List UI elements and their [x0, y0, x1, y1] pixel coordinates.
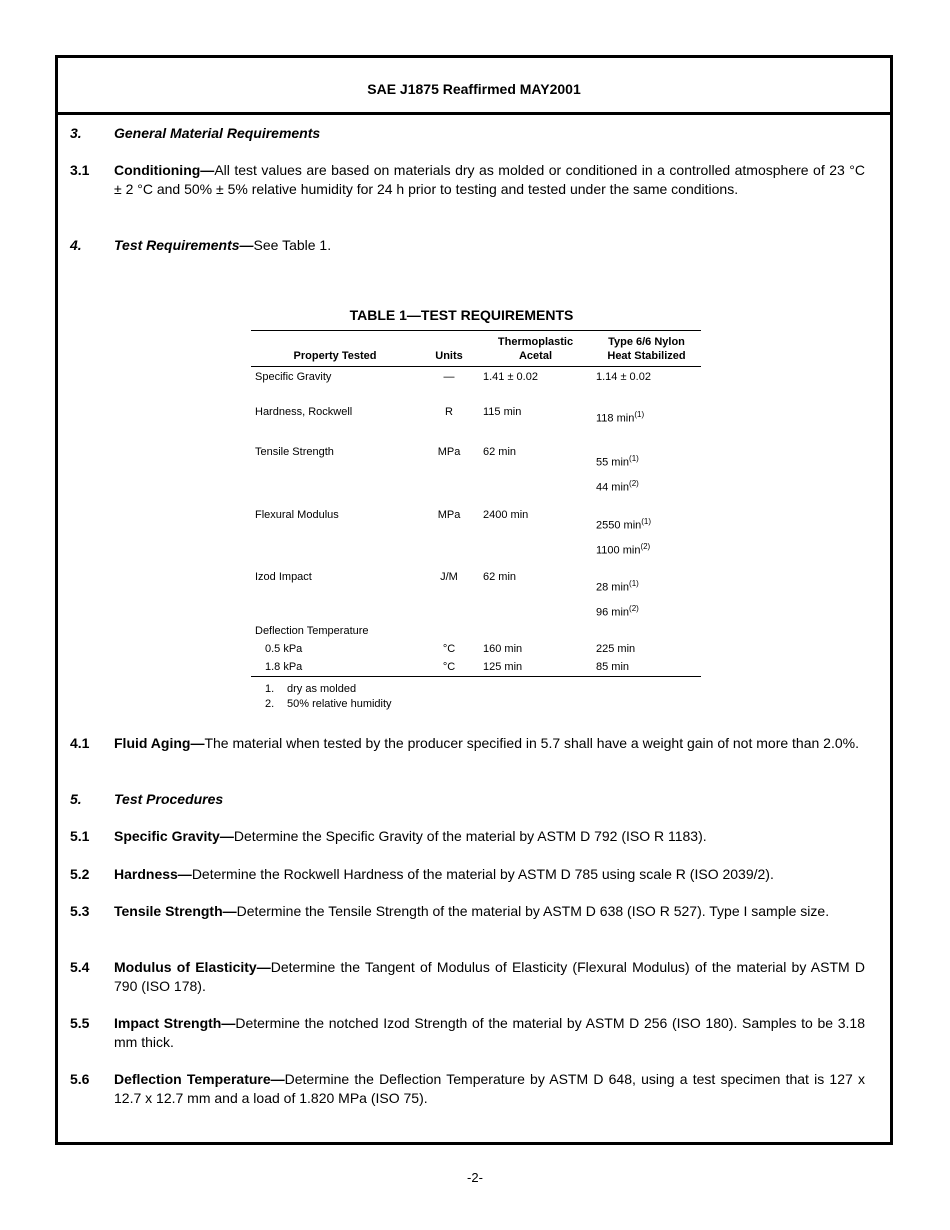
section-body: See Table 1. [253, 237, 332, 253]
footnote: 2. 50% relative humidity [265, 698, 392, 710]
table-row: Deflection Temperature [255, 624, 369, 637]
section-number: 4.1 [70, 735, 90, 751]
header-acetal: Thermoplastic Acetal [497, 336, 574, 362]
header-nylon: Type 6/6 Nylon Heat Stabilized [607, 336, 686, 362]
section-number: 3.1 [70, 162, 90, 178]
section-body: The material when tested by the producer specified in 5.7 shall have a weight gain of not more than 2.0%. [204, 735, 859, 751]
section-5 [70, 790, 865, 809]
section-5-5 [70, 1014, 865, 1052]
section-4-1 [70, 734, 865, 753]
section-title: Tensile Strength— [114, 903, 237, 919]
section-number: 5.6 [70, 1071, 90, 1087]
section-3 [70, 124, 865, 143]
table-row: Specific Gravity — 1.41 ± 0.02 1.14 ± 0.02 [255, 371, 651, 383]
section-number: 5.1 [70, 828, 90, 844]
table-header-row [251, 331, 701, 367]
section-number: 5.5 [70, 1015, 90, 1031]
table-row: Tensile Strength MPa 62 min 55 $\min^{(1)}$ 44 $\min^{(2)}$ [255, 445, 639, 494]
section-title: Conditioning— [114, 162, 215, 178]
section-title: Fluid Aging— [114, 735, 205, 751]
test-requirements-table [251, 330, 701, 677]
header-property: Property Tested [293, 350, 377, 362]
header-units: Units [435, 350, 463, 362]
section-5-3 [70, 902, 865, 921]
table-row: 1.8 kPa °C 125 min 85 min [251, 660, 701, 677]
table-row: Hardness, Rockwell R 115 min 118 $\min^{(1)}$ [255, 405, 645, 425]
section-number: 3. [70, 125, 82, 141]
section-title: Impact Strength— [114, 1015, 236, 1031]
section-body: Determine the Specific Gravity of the material by ASTM D 792 (ISO R 1183). [233, 828, 707, 844]
section-number: 5.3 [70, 903, 90, 919]
page-number: -2- [467, 1170, 483, 1185]
section-5-4 [70, 958, 865, 996]
section-title: Hardness— [114, 866, 192, 882]
section-5-6 [70, 1070, 865, 1108]
section-title: Test Procedures [114, 791, 224, 807]
section-number: 4. [70, 237, 82, 253]
section-body: All test values are based on materials dry as molded or conditioned in a controlled atmosphere of 23 °C ± 2 °C and 50% ± 5% relative humidity for 24 h prior to testing and tested under the same conditions. [114, 162, 865, 197]
table-footnotes [265, 682, 392, 712]
section-body: Determine the notched Izod Strength of the material by ASTM D 256 (ISO 180). Samples to be 3.18 mm thick. [114, 1015, 865, 1050]
section-number: 5. [70, 791, 82, 807]
section-3-1 [70, 161, 865, 199]
section-body: Determine the Tangent of Modulus of Elasticity (Flexural Modulus) of the material by ASTM D 790 (ISO 178). [114, 959, 866, 994]
section-title: Deflection Temperature— [114, 1071, 285, 1087]
table-title: TABLE 1—TEST REQUIREMENTS [349, 307, 574, 323]
section-title: General Material Requirements [114, 125, 321, 141]
table-row: 0.5 kPa °C 160 min 225 min [265, 642, 636, 655]
document-header: SAE J1875 Reaffirmed MAY2001 [58, 58, 890, 115]
section-body: Determine the Tensile Strength of the material by ASTM D 638 (ISO R 527). Type I sample size. [236, 903, 830, 919]
section-title: Modulus of Elasticity— [114, 959, 271, 975]
section-number: 5.4 [70, 959, 90, 975]
section-body: Determine the Deflection Temperature by ASTM D 648, using a test specimen that is 127 x 12.7 x 12.7 mm and a load of 1.820 MPa (ISO 75). [114, 1071, 865, 1106]
section-4 [70, 236, 865, 255]
section-title: Specific Gravity— [114, 828, 234, 844]
table-row: Flexural Modulus MPa 2400 min 2550 $\min^{(1)}$ 1100 $\min^{(2)}$ [255, 508, 652, 557]
section-body: Determine the Rockwell Hardness of the material by ASTM D 785 using scale R (ISO 2039/2). [191, 866, 774, 882]
table-row: Izod Impact J/M 62 min 28 $\min^{(1)}$ 96 $\min^{(2)}$ [255, 570, 639, 619]
footnote: 1. dry as molded [265, 683, 357, 695]
section-title: Test Requirements— [114, 237, 254, 253]
section-5-2 [70, 865, 865, 884]
section-5-1 [70, 827, 865, 846]
page-frame [55, 55, 893, 1145]
section-number: 5.2 [70, 866, 90, 882]
